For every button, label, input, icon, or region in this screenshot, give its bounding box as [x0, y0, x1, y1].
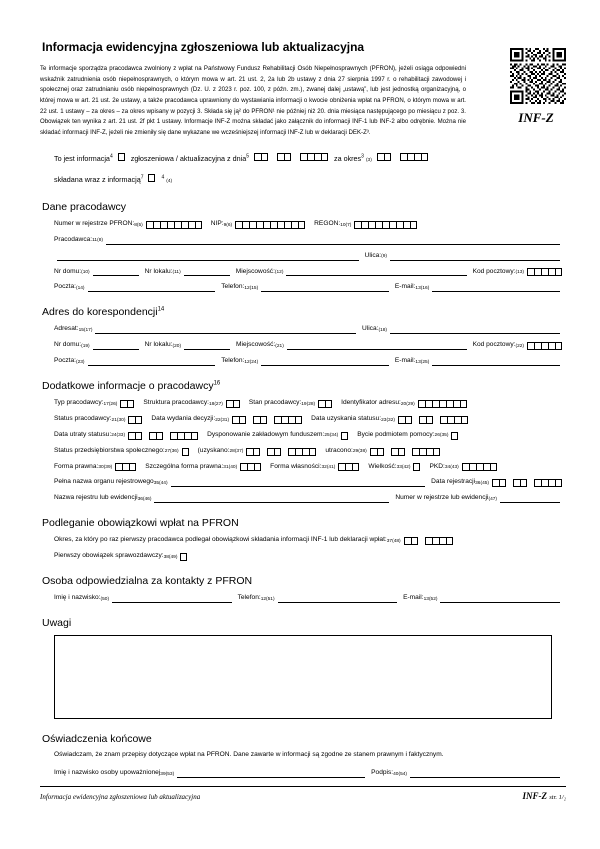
- footer-code: [523, 791, 566, 801]
- registration-date-year[interactable]: [534, 479, 562, 487]
- ownership-form-label: Forma własności:: [270, 462, 322, 470]
- nip-idx: (6): [226, 222, 233, 228]
- employer-street-idx: (9): [381, 254, 387, 260]
- footer-code-text: INF-Z: [522, 791, 548, 801]
- lost-label: utracono:: [325, 446, 353, 454]
- employer-name-label: Pracodawca:: [54, 235, 93, 243]
- corr-email-label: E-mail:: [394, 357, 416, 365]
- size-input[interactable]: [413, 463, 420, 471]
- employer-post-office-idx: (14): [76, 286, 85, 292]
- remarks-textarea[interactable]: [54, 635, 552, 719]
- employer-flat-no-label: Nr lokalu:: [144, 267, 173, 275]
- regon-label: REGON:: [314, 219, 341, 227]
- nip-sup: 9: [223, 222, 227, 228]
- page-title: Informacja ewidencyjna zgłoszeniowa lub aktualizacyjna: [42, 40, 365, 54]
- register-number-idx: (47): [488, 497, 497, 503]
- employer-email-idx: (16): [420, 286, 430, 292]
- social-enterprise-idx: (36): [170, 449, 179, 455]
- corr-post-office-input[interactable]: [88, 358, 216, 366]
- company-fund-label: Dysponowanie zakładowym funduszem:: [207, 430, 325, 438]
- employer-postcode-input[interactable]: [527, 268, 562, 276]
- contact-name-label: Imię i nazwisko:: [54, 593, 101, 601]
- employer-type-idx: (26): [108, 401, 118, 407]
- corr-post-office-idx: (23): [76, 359, 85, 365]
- registration-date-day[interactable]: [492, 479, 506, 487]
- row-type-structure-state-addr: [54, 398, 566, 408]
- register-name-input[interactable]: [154, 495, 389, 503]
- employer-postcode-label: Kod pocztowy:: [472, 267, 516, 275]
- legal-form-label: Forma prawna:: [54, 462, 99, 470]
- status-loss-month[interactable]: [149, 432, 163, 440]
- social-enterprise-sup: 27: [164, 449, 171, 455]
- first-reporting-input[interactable]: [180, 553, 187, 561]
- footer-page-number: str. 1/₂: [549, 794, 566, 801]
- pkd-sup: 34: [444, 465, 451, 471]
- row-register-name: [54, 493, 566, 503]
- section-pfron-obligation-title: Podleganie obowiązkowi wpłat na PFRON: [42, 517, 239, 530]
- status-idx: (30): [116, 417, 126, 423]
- nip-label: NIP:: [210, 219, 224, 227]
- size-sup: 33: [396, 465, 402, 471]
- employer-type-sup: 17: [103, 401, 109, 407]
- row-register-authority: [54, 477, 566, 487]
- special-legal-form-sup: 31: [223, 465, 229, 471]
- decision-date-year[interactable]: [274, 416, 302, 424]
- row-employer-address: [54, 267, 566, 277]
- row-employer-name: [54, 235, 566, 245]
- address-identifier-label: Identyfikator adresu:: [341, 398, 401, 406]
- corr-flat-no-label: Nr lokalu:: [144, 341, 173, 349]
- pfron-number-sup: 8: [134, 222, 137, 228]
- declaration-type-line: To jest informacja$^4$ zgłoszeniowa / aktualizacyjna z dnia$^5$ za okres$^3$ (3): [54, 151, 566, 166]
- pfron-number-input[interactable]: [146, 221, 202, 229]
- first-reporting-label: Pierwszy obowiązek sprawozdawczy:: [54, 552, 164, 560]
- employer-type-input[interactable]: [120, 400, 134, 408]
- company-fund-idx: (34): [329, 433, 339, 439]
- obtained-sup: 28: [229, 449, 235, 455]
- regon-idx: (7): [345, 222, 352, 228]
- obtained-day[interactable]: [246, 448, 260, 456]
- special-legal-form-idx: (40): [228, 465, 238, 471]
- page-footer: [40, 786, 566, 801]
- contact-phone-idx: (51): [266, 596, 275, 602]
- addressee-sup: 15: [78, 328, 84, 333]
- status-loss-date-idx: (33): [116, 433, 126, 439]
- employer-city-input[interactable]: [286, 268, 466, 276]
- form-code: INF-Z: [518, 110, 554, 125]
- signature-sup: 40: [393, 771, 399, 777]
- contact-name-input[interactable]: [112, 595, 232, 603]
- company-fund-input[interactable]: [341, 432, 348, 440]
- register-number-input[interactable]: [500, 495, 560, 503]
- employer-status-state-idx: (28): [306, 401, 316, 407]
- lead-sup-e: 7: [140, 174, 144, 181]
- employer-email-sup: 13: [415, 286, 421, 292]
- legal-form-idx: (39): [103, 465, 113, 471]
- corr-email-input[interactable]: [432, 358, 560, 366]
- corr-phone-idx: (24): [249, 359, 259, 365]
- corr-house-no-idx: (19): [81, 343, 90, 349]
- size-label: Wielkość:: [368, 462, 397, 470]
- pfron-number-idx: (5): [136, 222, 143, 228]
- size-idx: (42): [401, 465, 411, 471]
- legal-form-input[interactable]: [115, 463, 136, 471]
- lost-month[interactable]: [391, 448, 405, 456]
- registration-date-label: Data rejestracji: [431, 478, 476, 486]
- employer-post-office-label: Poczta:: [54, 283, 76, 291]
- corr-postcode-idx: (22): [515, 343, 524, 349]
- status-gain-month[interactable]: [419, 416, 433, 424]
- corr-street-idx: (18): [378, 328, 387, 333]
- row-status-decision-gain: [54, 414, 566, 424]
- section-final-statements-title: Oświadczenia końcowe: [42, 732, 152, 745]
- register-authority-input[interactable]: [171, 479, 426, 487]
- signature-label: Podpis:: [371, 768, 394, 776]
- employer-name-sup: 11: [92, 238, 98, 244]
- registration-date-idx: (45): [480, 481, 489, 487]
- aid-subject-idx: (35): [439, 433, 449, 439]
- first-period-label: Okres, za który po raz pierwszy pracodawca podlegał obowiązkowi składania informacji INF-1 lub deklaracji wpłat:: [54, 536, 387, 544]
- row-legal-forms: [54, 462, 566, 472]
- lead-label-b: zgłoszeniowa /: [130, 153, 178, 163]
- ownership-form-sup: 32: [321, 465, 327, 471]
- signer-name-sup: 39: [160, 771, 166, 777]
- obtained-label: (uzyskano:: [197, 446, 230, 454]
- corr-house-no-label: Nr domu:: [54, 341, 82, 349]
- decision-date-sup: 22: [215, 417, 221, 423]
- address-identifier-input[interactable]: [418, 400, 467, 408]
- status-input[interactable]: [128, 416, 142, 424]
- social-enterprise-label: Status przedsiębiorstwa społecznego:: [54, 446, 165, 454]
- registration-date-month[interactable]: [513, 479, 527, 487]
- corr-postcode-label: Kod pocztowy:: [472, 341, 516, 349]
- special-legal-form-label: Szczególna forma prawna:: [145, 462, 224, 470]
- pkd-input[interactable]: [462, 463, 497, 471]
- aid-subject-sup: 26: [434, 433, 440, 439]
- signature-input[interactable]: [410, 770, 560, 778]
- addressee-label: Adresat:: [54, 325, 79, 333]
- register-number-label: Numer w rejestrze lub ewidencji: [395, 494, 489, 502]
- section-employer-data-title: Dane pracodawcy: [42, 200, 127, 213]
- lead-label-e: składana wraz z informacją: [54, 174, 141, 184]
- row-contact-person: [54, 593, 566, 603]
- corr-flat-no-input[interactable]: [184, 342, 230, 350]
- lead-sup-c: 5: [246, 153, 249, 160]
- section-remarks-title: Uwagi: [42, 616, 72, 629]
- row-social-enterprise: [54, 446, 566, 456]
- corr-city-idx: (21): [275, 343, 284, 349]
- first-reporting-sup: 38: [163, 554, 169, 560]
- status-loss-date-label: Data utraty statusu:: [54, 430, 112, 438]
- row-corr-contact: [54, 356, 566, 366]
- qr-code: [510, 48, 566, 104]
- corr-phone-input[interactable]: [261, 358, 389, 366]
- first-reporting-idx: (49): [168, 554, 178, 560]
- row-loss-fund-aid: [54, 430, 566, 440]
- employer-flat-no-input[interactable]: [184, 268, 230, 276]
- employer-phone-label: Telefon:: [221, 283, 245, 291]
- status-gain-year[interactable]: [440, 416, 468, 424]
- obtained-year[interactable]: [288, 448, 316, 456]
- employer-name-input[interactable]: [106, 237, 560, 245]
- corr-email-sup: 13: [415, 359, 421, 365]
- status-gain-date-sup: 23: [381, 417, 387, 423]
- corr-phone-label: Telefon:: [221, 357, 245, 365]
- date-year-boxes[interactable]: [300, 153, 328, 161]
- row-first-reporting: [54, 551, 566, 561]
- decision-date-label: Data wydania decyzji:: [151, 414, 216, 422]
- lost-idx: (38): [358, 449, 367, 455]
- employer-street-input[interactable]: [390, 253, 560, 261]
- legal-form-sup: 30: [98, 465, 104, 471]
- employer-phone-sup: 12: [244, 286, 250, 292]
- regon-input[interactable]: [354, 221, 417, 229]
- corr-postcode-input[interactable]: [527, 342, 562, 350]
- attached-form-boxes[interactable]: [148, 174, 155, 182]
- employer-status-state-sup: 19: [301, 401, 307, 407]
- corr-street-input[interactable]: [390, 326, 560, 334]
- register-authority-idx: (44): [159, 481, 168, 487]
- section-contact-person-title: Osoba odpowiedzialna za kontakty z PFRON: [42, 574, 253, 587]
- first-period-idx: (48): [392, 538, 401, 544]
- ownership-form-input[interactable]: [338, 463, 359, 471]
- status-label: Status pracodawcy:: [54, 414, 112, 422]
- employer-phone-input[interactable]: [261, 284, 389, 292]
- lead-sup-d: 3: [361, 153, 364, 160]
- lead-label-a: To jest informacja: [54, 153, 110, 163]
- regon-sup: 10: [340, 222, 346, 228]
- period-year-boxes[interactable]: [400, 153, 428, 161]
- footer-form-name: Informacja ewidencyjna zgłoszeniowa lub aktualizacyjna: [40, 793, 201, 801]
- contact-phone-label: Telefon:: [237, 593, 261, 601]
- employer-postcode-idx: (13): [515, 270, 524, 276]
- employer-street-spacer: [57, 253, 359, 261]
- declaration-type-boxes[interactable]: [118, 153, 125, 161]
- signer-name-label: Imię i nazwisko osoby upoważnionej: [54, 768, 161, 776]
- corr-phone-sup: 12: [244, 359, 250, 365]
- lost-day[interactable]: [370, 448, 384, 456]
- decision-date-idx: (31): [220, 417, 230, 423]
- obtained-month[interactable]: [267, 448, 281, 456]
- row-addressee: [54, 324, 566, 334]
- special-legal-form-input[interactable]: [240, 463, 261, 471]
- lead-label-c: aktualizacyjna z dnia: [179, 153, 247, 163]
- status-loss-date-sup: 24: [111, 433, 117, 439]
- signer-name-input[interactable]: [177, 770, 365, 778]
- contact-email-input[interactable]: [440, 595, 560, 603]
- pkd-idx: (43): [450, 465, 459, 471]
- intro-paragraph: Te informacje sporządza pracodawca zwolniony z wpłat na Państwowy Fundusz Rehabilitacji Osób Niepełnosprawnych (PFRON), jeżeli osiąga odpowiedni wskaźnik zatrudnienia osób niepełnosprawnych, o którym mowa w art. 21 ust. 2, 2a lub 2b ustawy z dnia 27 sierpnia 1997 r. o rehabilitacji zawodowej i społecznej oraz zatrudnianiu osób niepełnosprawnych (Dz. U. z 2023 r. poz. 100, z późn. zm.), zwanej dalej „ustawą”, lub jest jednostką organizacyjną, o której mowa w art. 21 ust. 2e ustawy, a także pracodawca uprawniony do wystawiania informacji o kwocie obniżenia wpłat na PFRON, o którym mowa w art. 22 ust. 1 ustawy – za okres – za okres wpisany w pozycji 3. Składa się ją² do PFRON¹ nie później niż 20. dnia miesiąca następującego po miesiącu z poz. 3. Obowiązek ten wynika z art. 21 ust. 2f pkt 1 ustawy. Informacje INF-Z można składać jako załącznik do informacji INF-1 lub INF-2 albo odrębnie. Można nie składać informacji INF-Z, jeżeli nie zmieniły się dane wykazane we wcześniejszej informacji INF-Z lub w deklaracji DEK-Z³.: [40, 65, 466, 136]
- employer-email-input[interactable]: [432, 284, 560, 292]
- status-gain-date-label: Data uzyskania statusu:: [311, 414, 382, 422]
- aid-subject-label: Bycie podmiotem pomocy:: [357, 430, 435, 438]
- employer-type-label: Typ pracodawcy:: [54, 398, 104, 406]
- lead-label-d: za okres: [333, 153, 362, 163]
- ownership-form-idx: (41): [326, 465, 336, 471]
- correspondence-title-text: Adres do korespondencji: [42, 306, 158, 319]
- contact-phone-sup: 12: [260, 596, 267, 602]
- status-gain-date-idx: (32): [386, 417, 395, 423]
- signer-name-idx: (53): [165, 771, 175, 777]
- address-identifier-idx: (29): [406, 401, 415, 407]
- first-period-year[interactable]: [425, 537, 453, 545]
- status-sup: 21: [111, 417, 117, 423]
- employer-status-state-input[interactable]: [318, 400, 332, 408]
- employer-street-label: Ulica:: [364, 251, 382, 259]
- lost-year[interactable]: [412, 448, 440, 456]
- employer-structure-idx: (27): [214, 401, 223, 407]
- addressee-idx: (17): [83, 328, 93, 333]
- employer-house-no-idx: (10): [81, 270, 90, 276]
- corr-email-idx: (25): [420, 359, 430, 365]
- corr-street-label: Ulica:: [361, 325, 379, 333]
- first-period-sup: 37: [386, 538, 393, 544]
- register-name-sup: 36: [137, 497, 143, 503]
- registration-date-sup: 36: [475, 481, 481, 487]
- pfron-number-label: Numer w rejestrze PFRON:: [54, 219, 135, 227]
- nip-input[interactable]: [235, 221, 305, 229]
- employer-post-office-input[interactable]: [88, 284, 216, 292]
- corr-city-label: Miejscowość:: [236, 341, 276, 349]
- employer-city-idx: (12): [274, 270, 284, 276]
- status-gain-day[interactable]: [398, 416, 412, 424]
- final-statement-text: Oświadczam, że znam przepisy dotyczące wpłat na PFRON. Dane zawarte w informacji są zgodne ze stanem prawnym i faktycznym.: [54, 750, 444, 758]
- register-name-idx: (46): [142, 497, 152, 503]
- employer-city-label: Miejscowość:: [235, 267, 275, 275]
- employer-phone-idx: (15): [249, 286, 259, 292]
- row-corr-address: [54, 340, 566, 350]
- employer-name-idx: (8): [97, 238, 103, 244]
- employer-status-state-label: Stan pracodawcy:: [248, 398, 302, 406]
- date-month-boxes[interactable]: [277, 153, 291, 161]
- address-identifier-sup: 20: [400, 401, 407, 407]
- corr-city-input[interactable]: [287, 342, 467, 350]
- register-authority-sup: 35: [153, 481, 160, 487]
- lead-sup-f: 4: [161, 174, 165, 181]
- row-first-period: [54, 535, 566, 545]
- contact-email-idx: (52): [428, 596, 438, 602]
- employer-email-label: E-mail:: [394, 283, 416, 291]
- date-day-boxes[interactable]: [254, 153, 268, 161]
- correspondence-title-sup: 14: [157, 306, 165, 313]
- contact-email-sup: 13: [423, 596, 429, 602]
- employer-house-no-input[interactable]: [93, 268, 139, 276]
- lost-sup: 29: [352, 449, 359, 455]
- contact-email-label: E-mail:: [403, 593, 424, 601]
- attached-to-line: składana wraz z informacją$^7$ $^4$ (4): [54, 174, 173, 184]
- decision-date-day[interactable]: [232, 416, 246, 424]
- signature-idx: (54): [398, 771, 407, 777]
- row-employer-contact: [54, 282, 566, 292]
- lead-sup-a: 4: [109, 153, 113, 160]
- corr-post-office-label: Poczta:: [54, 357, 76, 365]
- first-period-month[interactable]: [404, 537, 418, 545]
- corr-flat-no-idx: (20): [172, 343, 182, 349]
- row-pfron-nip-regon: [54, 219, 566, 229]
- section-additional-title: [40, 380, 566, 392]
- employer-structure-label: Struktura pracodawcy:: [143, 398, 209, 406]
- additional-title-text: Dodatkowe informacje o pracodawcy: [42, 379, 214, 392]
- aid-subject-input[interactable]: [451, 432, 458, 440]
- employer-flat-no-idx: (11): [172, 270, 181, 276]
- employer-structure-sup: 18: [208, 401, 215, 407]
- section-correspondence-title: [40, 306, 566, 318]
- obtained-idx: (37): [234, 449, 244, 455]
- social-enterprise-input[interactable]: [182, 448, 189, 456]
- employer-structure-input[interactable]: [226, 400, 240, 408]
- contact-phone-input[interactable]: [278, 595, 398, 603]
- additional-title-sup: 16: [213, 380, 221, 387]
- pkd-label: PKD:: [429, 462, 445, 470]
- row-employer-street: [54, 251, 566, 261]
- register-name-label: Nazwa rejestru lub ewidencji: [54, 494, 138, 502]
- corr-house-no-input[interactable]: [93, 342, 139, 350]
- contact-name-idx: (50): [100, 596, 110, 602]
- status-loss-day[interactable]: [128, 432, 142, 440]
- period-month-boxes[interactable]: [377, 153, 391, 161]
- addressee-input[interactable]: [95, 326, 356, 334]
- status-loss-year[interactable]: [170, 432, 198, 440]
- row-signature: [54, 768, 566, 778]
- company-fund-sup: 25: [324, 433, 330, 439]
- decision-date-month[interactable]: [253, 416, 267, 424]
- employer-house-no-label: Nr domu:: [54, 267, 82, 275]
- register-authority-label: Pełna nazwa organu rejestrowego: [54, 478, 154, 486]
